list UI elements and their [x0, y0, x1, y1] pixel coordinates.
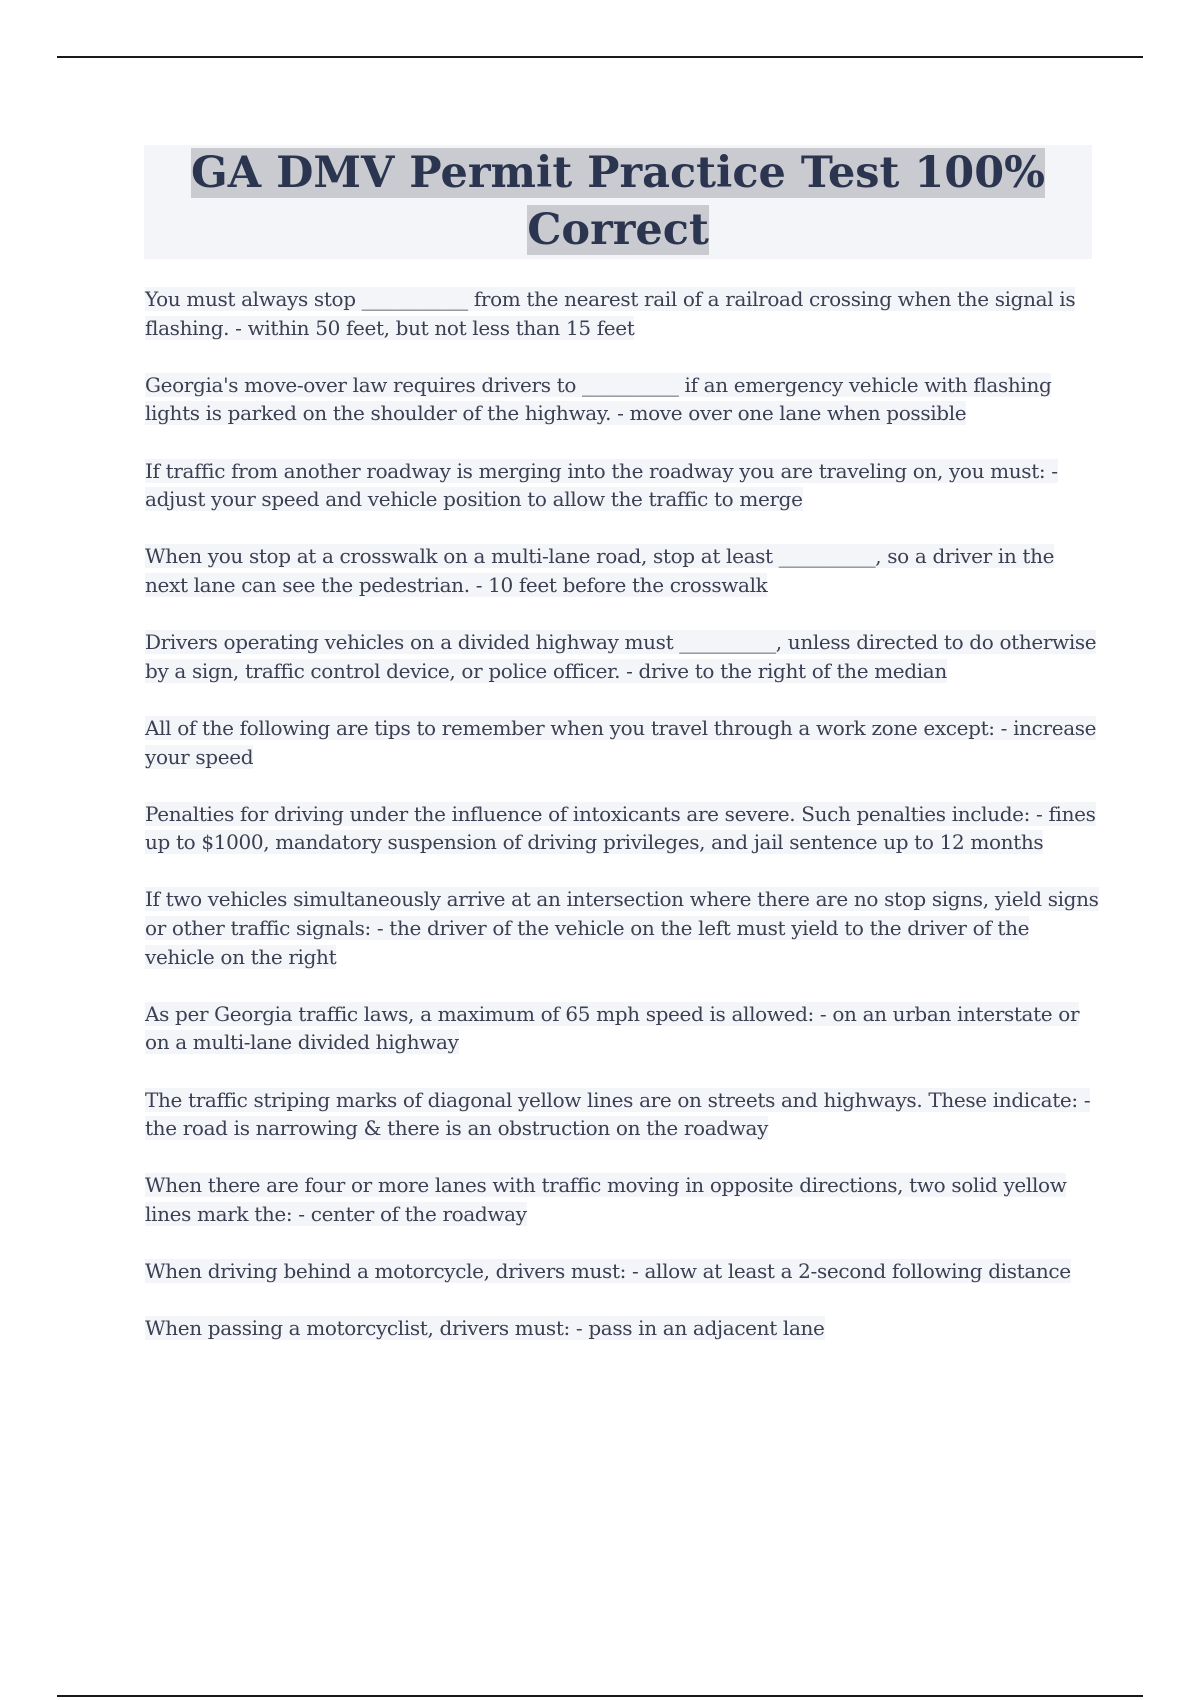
question-item — [145, 1171, 1100, 1228]
question-item — [145, 1086, 1100, 1143]
question-item — [145, 1257, 1100, 1286]
question-text: When passing a motorcyclist, drivers must: - pass in an adjacent lane — [145, 1316, 825, 1341]
top-rule — [57, 56, 1143, 58]
question-item — [145, 714, 1100, 771]
question-item — [145, 1000, 1100, 1057]
question-item — [145, 542, 1100, 599]
question-text: The traffic striping marks of diagonal yellow lines are on streets and highways. These indicate: - the road is narrowing & there is an obstruction on the roadway — [145, 1087, 1091, 1141]
question-text: Georgia's move-over law requires drivers to __________ if an emergency vehicle with flashing lights is parked on the shoulder of the highway. - move over one lane when possible — [145, 372, 1052, 426]
question-text: Drivers operating vehicles on a divided highway must __________, unless directed to do otherwise by a sign, traffic control device, or police officer. - drive to the right of the median — [145, 630, 1097, 683]
document-title: GA DMV Permit Practice Test 100% Correct — [191, 148, 1045, 255]
question-text: When driving behind a motorcycle, drivers must: - allow at least a 2-second following distance — [145, 1259, 1071, 1284]
bottom-rule — [57, 1695, 1143, 1697]
question-item — [145, 800, 1100, 857]
question-item — [145, 885, 1100, 971]
question-text: As per Georgia traffic laws, a maximum of 65 mph speed is allowed: - on an urban interstate or on a multi-lane divided highway — [145, 1001, 1080, 1055]
question-item — [145, 285, 1100, 342]
title-box — [144, 145, 1092, 259]
question-text: You must always stop ___________ from the nearest rail of a railroad crossing when the signal is flashing. - within 50 feet, but not less than 15 feet — [145, 287, 1076, 340]
question-text: When you stop at a crosswalk on a multi-lane road, stop at least __________, so a driver in the next lane can see the pedestrian. - 10 feet before the crosswalk — [145, 544, 1055, 597]
question-item — [145, 1314, 1100, 1343]
question-item — [145, 371, 1100, 428]
question-text: Penalties for driving under the influence of intoxicants are severe. Such penalties include: - fines up to $1000, mandatory suspension of driving privileges, and jail sentence up to 12 months — [145, 801, 1096, 855]
question-text: All of the following are tips to remember when you travel through a work zone except: - increase your speed — [145, 715, 1097, 769]
question-text: When there are four or more lanes with traffic moving in opposite directions, two solid yellow lines mark the: - center of the roadway — [145, 1173, 1067, 1226]
question-item — [145, 628, 1100, 685]
question-item — [145, 457, 1100, 514]
question-text: If two vehicles simultaneously arrive at an intersection where there are no stop signs, yield signs or other traffic signals: - the driver of the vehicle on the left must yield to the driver of the vehicle on the right — [145, 887, 1099, 969]
question-text: If traffic from another roadway is merging into the roadway you are traveling on, you must: - adjust your speed and vehicle position to allow the traffic to merge — [145, 458, 1058, 512]
question-list — [145, 285, 1100, 1372]
